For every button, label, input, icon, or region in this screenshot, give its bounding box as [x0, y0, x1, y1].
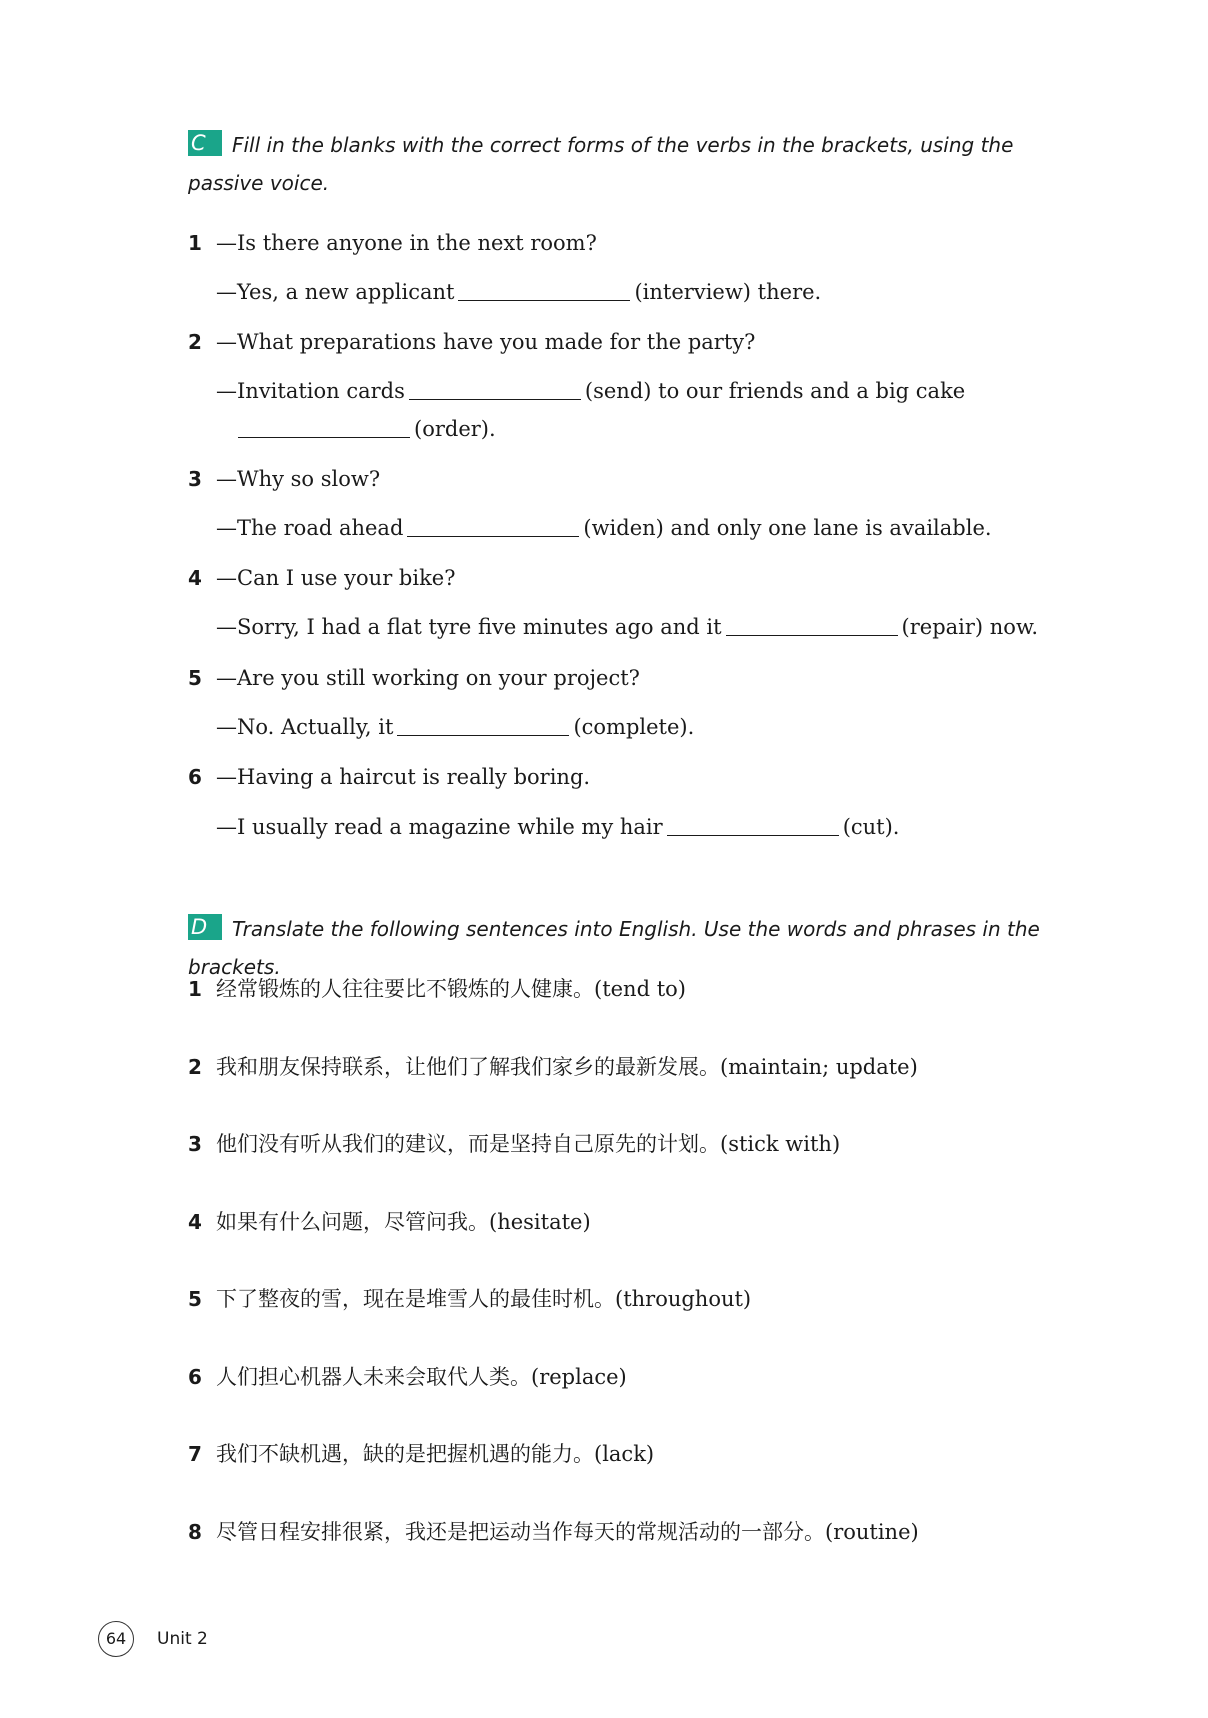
- item-number: 3: [188, 1132, 202, 1156]
- translation-prompt: 经常锻炼的人往往要比不锻炼的人健康。(tend to): [216, 977, 686, 1001]
- translation-prompt: 他们没有听从我们的建议，而是坚持自己原先的计划。(stick with): [216, 1132, 841, 1156]
- section-c-badge: C: [188, 130, 222, 156]
- item-number: 3: [188, 467, 202, 491]
- answer-blank[interactable]: [238, 416, 410, 438]
- answer-line: —The road ahead (widen) and only one lane is available.: [216, 516, 992, 540]
- translation-prompt: 人们担心机器人未来会取代人类。(replace): [216, 1365, 627, 1389]
- question-line: —Are you still working on your project?: [216, 666, 640, 690]
- answer-line: —No. Actually, it (complete).: [216, 715, 695, 739]
- answer-line: —I usually read a magazine while my hair (cut).: [216, 815, 900, 839]
- translation-prompt: 我们不缺机遇，缺的是把握机遇的能力。(lack): [216, 1442, 655, 1466]
- item-number: 8: [188, 1520, 202, 1544]
- item-number: 2: [188, 330, 202, 354]
- item-number: 5: [188, 666, 202, 690]
- answer-line: —Invitation cards (send) to our friends and a big cake: [216, 379, 966, 403]
- answer-line-continued: (order).: [238, 414, 496, 444]
- section-c-instruction: C Fill in the blanks with the correct forms of the verbs in the brackets, using the passive voice.: [188, 131, 1014, 195]
- answer-blank[interactable]: [397, 714, 569, 736]
- question-line: —Can I use your bike?: [216, 566, 456, 590]
- translation-prompt: 下了整夜的雪，现在是堆雪人的最佳时机。(throughout): [216, 1287, 752, 1311]
- item-number: 4: [188, 1210, 202, 1234]
- item-number: 2: [188, 1055, 202, 1079]
- page-number: 64: [98, 1621, 134, 1657]
- answer-blank[interactable]: [409, 378, 581, 400]
- answer-blank[interactable]: [726, 614, 898, 636]
- item-number: 1: [188, 977, 202, 1001]
- section-d-badge: D: [188, 914, 222, 940]
- question-line: —Having a haircut is really boring.: [216, 765, 591, 789]
- item-number: 4: [188, 566, 202, 590]
- answer-line: —Sorry, I had a flat tyre five minutes ago and it (repair) now.: [216, 615, 1039, 639]
- section-d-instruction: D Translate the following sentences into English. Use the words and phrases in the brackets.: [188, 915, 1040, 979]
- answer-line: —Yes, a new applicant (interview) there.: [216, 280, 822, 304]
- question-line: —Is there anyone in the next room?: [216, 231, 597, 255]
- question-line: —What preparations have you made for the party?: [216, 330, 756, 354]
- unit-label: Unit 2: [157, 1629, 208, 1649]
- translation-prompt: 如果有什么问题，尽管问我。(hesitate): [216, 1210, 591, 1234]
- translation-prompt: 尽管日程安排很紧，我还是把运动当作每天的常规活动的一部分。(routine): [216, 1520, 919, 1544]
- item-number: 6: [188, 1365, 202, 1389]
- item-number: 6: [188, 765, 202, 789]
- item-number: 1: [188, 231, 202, 255]
- item-number: 5: [188, 1287, 202, 1311]
- question-line: —Why so slow?: [216, 467, 381, 491]
- item-number: 7: [188, 1442, 202, 1466]
- answer-blank[interactable]: [458, 279, 630, 301]
- section-c-header: [188, 126, 1068, 202]
- answer-blank[interactable]: [667, 814, 839, 836]
- translation-prompt: 我和朋友保持联系，让他们了解我们家乡的最新发展。(maintain; update): [216, 1055, 918, 1079]
- answer-blank[interactable]: [407, 515, 579, 537]
